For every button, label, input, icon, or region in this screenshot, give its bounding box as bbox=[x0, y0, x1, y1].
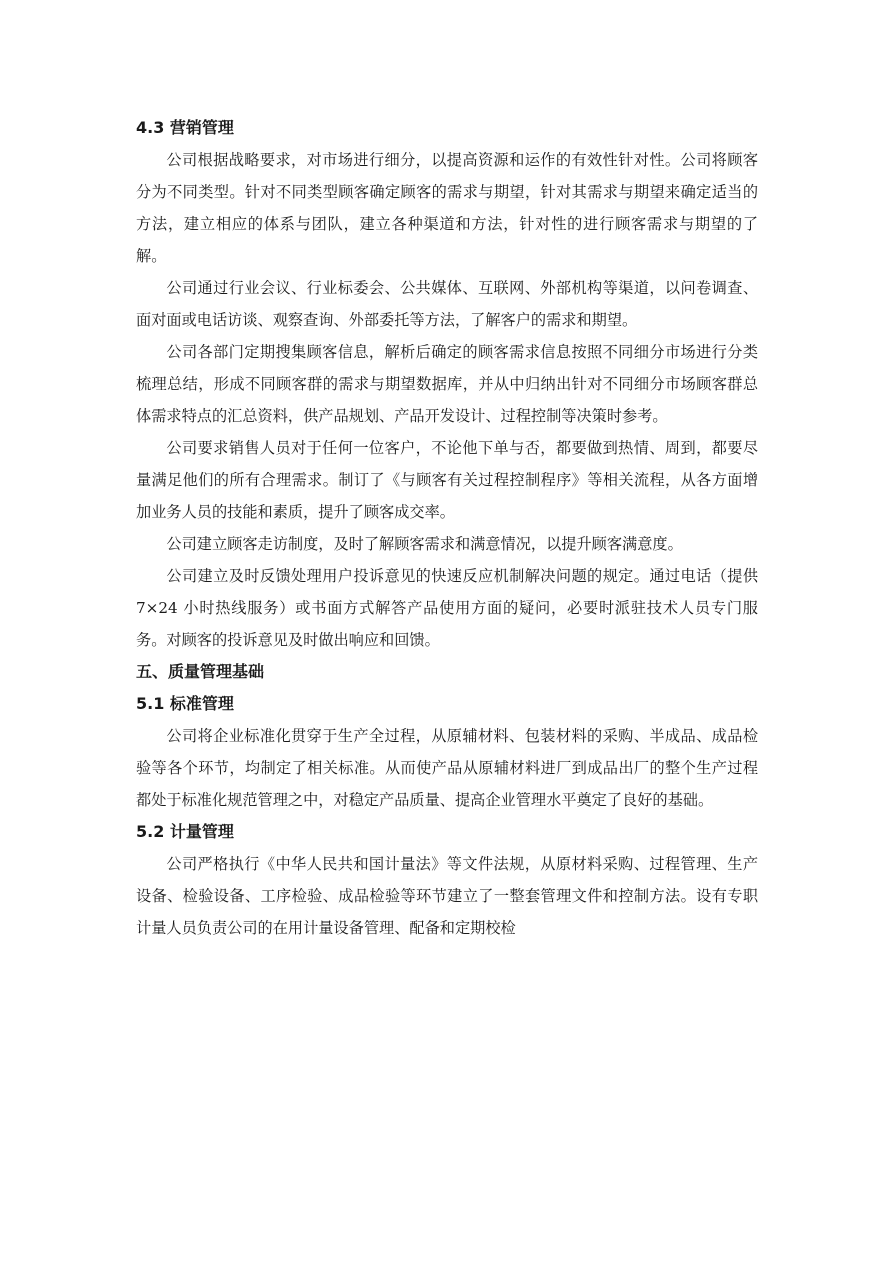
document-page bbox=[136, 112, 758, 944]
paragraph-customer-information: 公司各部门定期搜集顾客信息，解析后确定的顾客需求信息按照不同细分市场进行分类梳理总结，形成不同顾客群的需求与期望数据库，并从中归纳出针对不同细分市场顾客群总体需求特点的汇总资料，供产品规划、产品开发设计、过程控制等决策时参考。 bbox=[136, 343, 758, 425]
section-heading-marketing: 4.3 营销管理 bbox=[136, 118, 234, 137]
paragraph-sales-staff: 公司要求销售人员对于任何一位客户，不论他下单与否，都要做到热情、周到，都要尽量满足他们的所有合理需求。制订了《与顾客有关过程控制程序》等相关流程，从各方面增加业务人员的技能和素质，提升了顾客成交率。 bbox=[136, 439, 758, 521]
section-heading-quality-basics: 五、质量管理基础 bbox=[136, 662, 265, 681]
paragraph-standardization: 公司将企业标准化贯穿于生产全过程，从原辅材料、包装材料的采购、半成品、成品检验等各个环节，均制定了相关标准。从而使产品从原辅材料进厂到成品出厂的整个生产过程都处于标准化规范管理之中，对稳定产品质量、提高企业管理水平奠定了良好的基础。 bbox=[136, 727, 758, 809]
paragraph-customer-channels: 公司通过行业会议、行业标委会、公共媒体、互联网、外部机构等渠道，以问卷调查、面对面或电话访谈、观察查询、外部委托等方法，了解客户的需求和期望。 bbox=[136, 279, 758, 329]
section-heading-standards: 5.1 标准管理 bbox=[136, 694, 234, 713]
paragraph-market-segmentation: 公司根据战略要求，对市场进行细分，以提高资源和运作的有效性针对性。公司将顾客分为不同类型。针对不同类型顾客确定顾客的需求与期望，针对其需求与期望来确定适当的方法，建立相应的体系与团队，建立各种渠道和方法，针对性的进行顾客需求与期望的了解。 bbox=[136, 151, 758, 265]
paragraph-complaint-handling: 公司建立及时反馈处理用户投诉意见的快速反应机制解决问题的规定。通过电话（提供 7×24 小时热线服务）或书面方式解答产品使用方面的疑问，必要时派驻技术人员专门服务。对顾客的投诉意见及时做出响应和回馈。 bbox=[136, 567, 758, 649]
section-heading-metrology: 5.2 计量管理 bbox=[136, 822, 234, 841]
paragraph-customer-visits: 公司建立顾客走访制度，及时了解顾客需求和满意情况，以提升顾客满意度。 bbox=[166, 535, 683, 553]
paragraph-metrology: 公司严格执行《中华人民共和国计量法》等文件法规，从原材料采购、过程管理、生产设备、检验设备、工序检验、成品检验等环节建立了一整套管理文件和控制方法。设有专职计量人员负责公司的在用计量设备管理、配备和定期校检 bbox=[136, 855, 758, 937]
